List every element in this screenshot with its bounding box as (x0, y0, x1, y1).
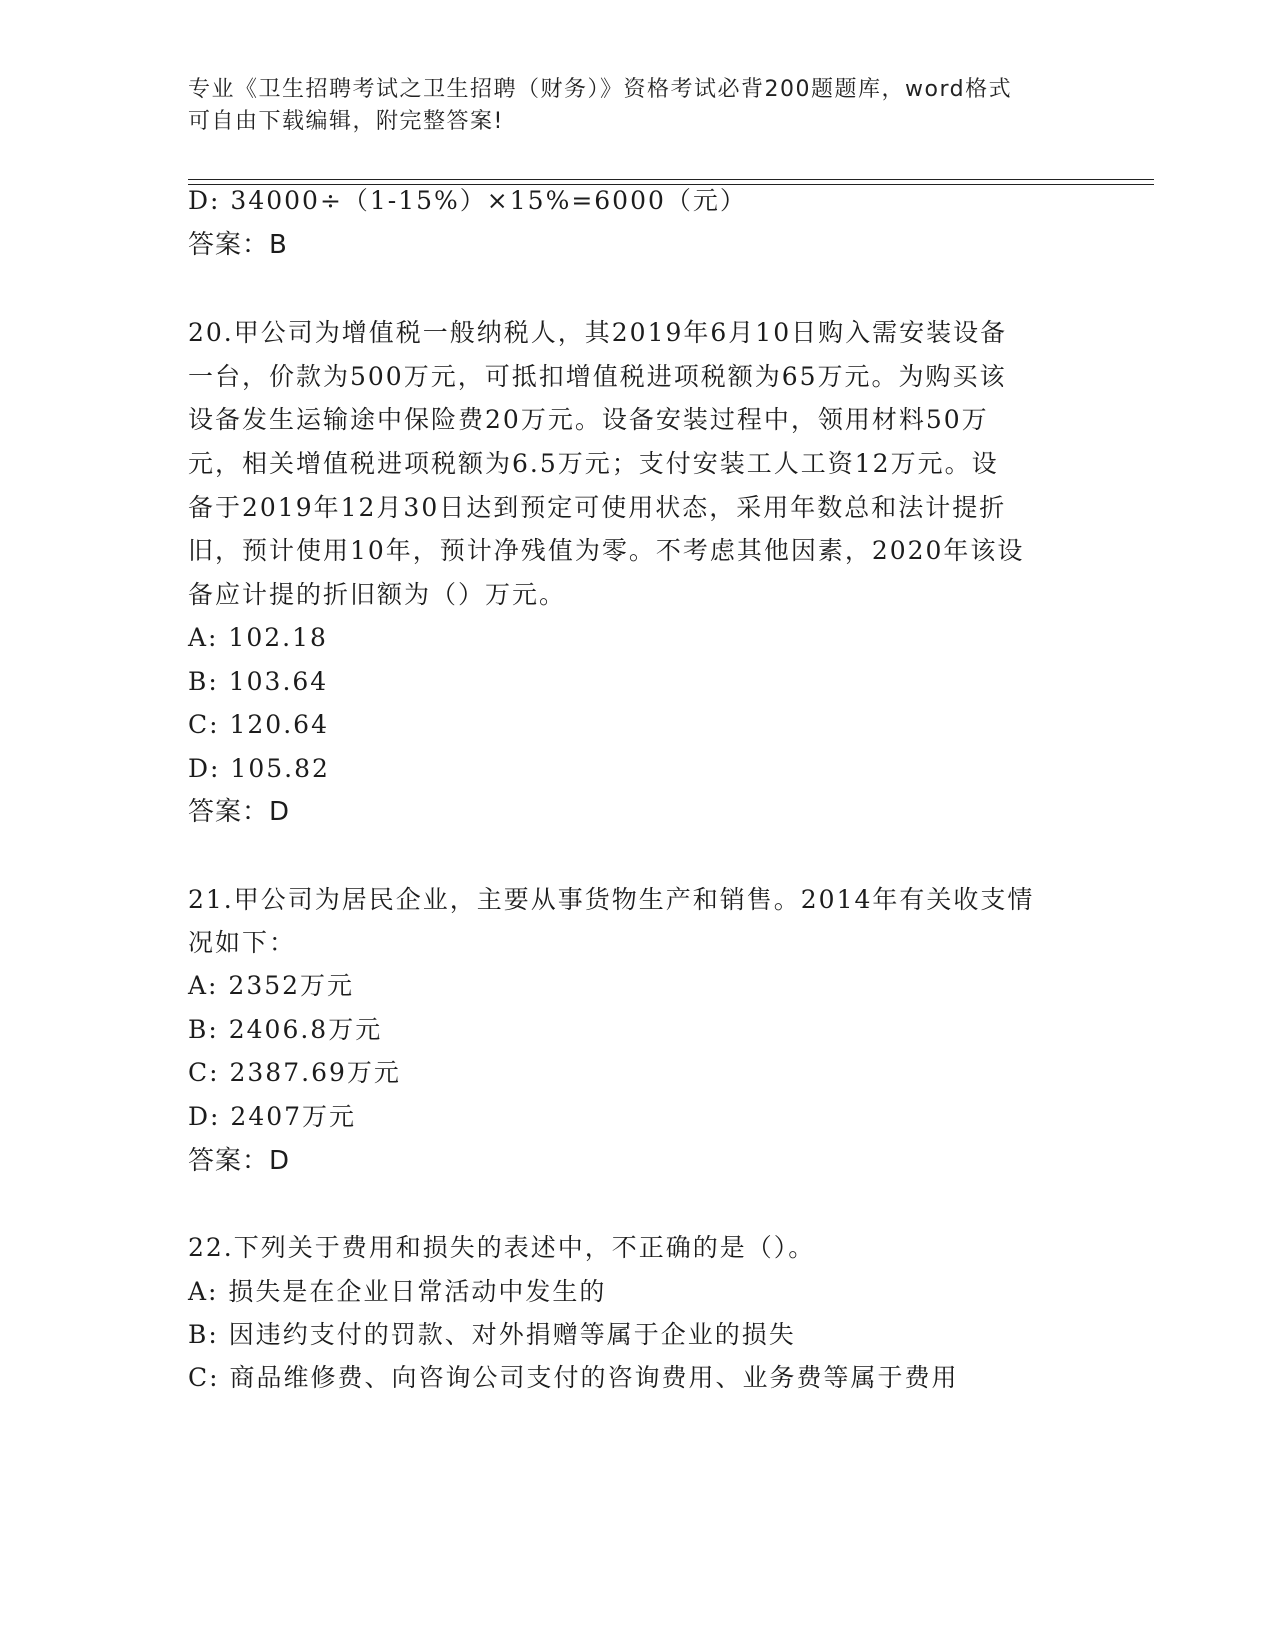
document-header (188, 74, 1088, 138)
prev-option-d: D: 34000÷（1-15%）×15%=6000（元） (188, 186, 747, 215)
q21-text-line: 况如下： (188, 928, 297, 957)
q20-text-line: 备应计提的折旧额为（）万元。 (188, 580, 567, 609)
q21-option-c: C: 2387.69万元 (188, 1058, 401, 1087)
q20-text-line: 元，相关增值税进项税额为6.5万元；支付安装工人工资12万元。设 (188, 449, 999, 478)
q21-option-b: B: 2406.8万元 (188, 1015, 383, 1044)
q21-option-a: A: 2352万元 (188, 971, 355, 1000)
q20-text-line: 旧，预计使用10年，预计净残值为零。不考虑其他因素，2020年该设 (188, 536, 1025, 565)
q22-question: 22.下列关于费用和损失的表述中，不正确的是（）。 (188, 1233, 816, 1262)
header-divider-top (188, 179, 1154, 180)
q22-option-c: C: 商品维修费、向咨询公司支付的咨询费用、业务费等属于费用 (188, 1363, 959, 1392)
q20-text-line: 20.甲公司为增值税一般纳税人，其2019年6月10日购入需安装设备 (188, 318, 1008, 347)
header-line-2: 可自由下载编辑，附完整答案! (188, 109, 504, 134)
q20-answer: 答案：D (188, 797, 291, 827)
q20-text-line: 一台，价款为500万元，可抵扣增值税进项税额为65万元。为购买该 (188, 362, 1007, 391)
q20-text-line: 备于2019年12月30日达到预定可使用状态，采用年数总和法计提折 (188, 493, 1007, 522)
header-line-1: 专业《卫生招聘考试之卫生招聘（财务）》资格考试必背200题题库，word格式 (188, 77, 1013, 102)
q20-option-a: A: 102.18 (188, 623, 328, 652)
q21-answer: 答案：D (188, 1146, 291, 1176)
q20-option-d: D: 105.82 (188, 754, 330, 783)
q20-text-line: 设备发生运输途中保险费20万元。设备安装过程中，领用材料50万 (188, 405, 989, 434)
q20-option-b: B: 103.64 (188, 667, 329, 696)
q22-option-a: A: 损失是在企业日常活动中发生的 (188, 1277, 607, 1306)
prev-answer: 答案：B (188, 230, 288, 260)
q22-option-b: B: 因违约支付的罚款、对外捐赠等属于企业的损失 (188, 1320, 796, 1349)
q21-option-d: D: 2407万元 (188, 1102, 357, 1131)
q20-option-c: C: 120.64 (188, 710, 329, 739)
q21-text-line: 21.甲公司为居民企业，主要从事货物生产和销售。2014年有关收支情 (188, 885, 1035, 914)
